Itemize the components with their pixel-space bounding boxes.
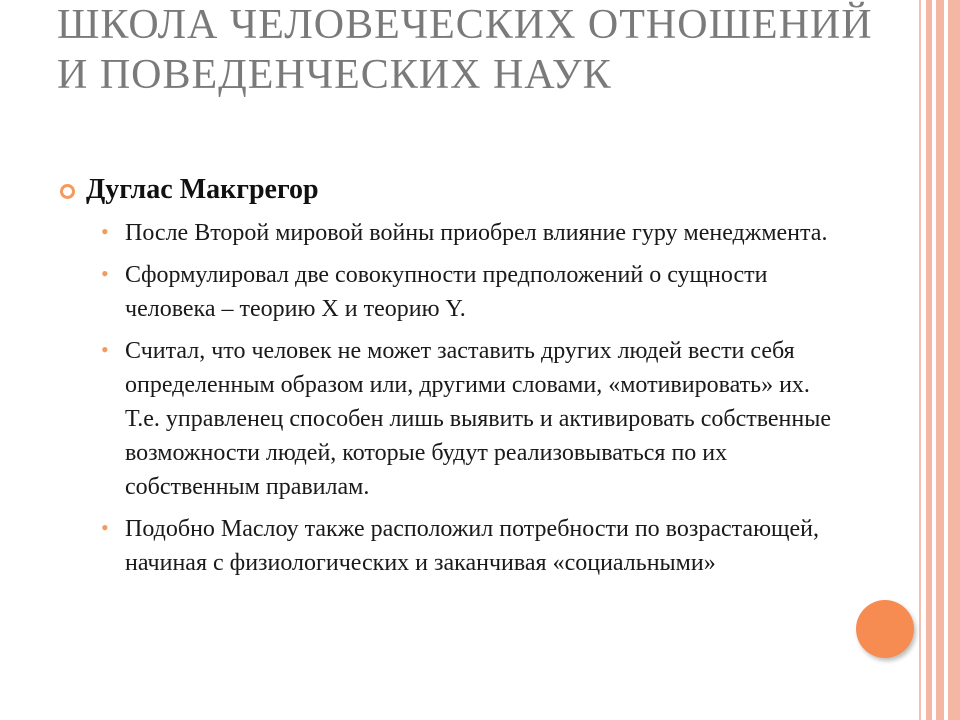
list-item-text: Сформулировал две совокупности предположений о сущности человека – теорию X и теорию Y. — [125, 262, 768, 322]
slide-title: ШКОЛА ЧЕЛОВЕЧЕСКИХ ОТНОШЕНИЙ И ПОВЕДЕНЧЕСКИХ НАУК — [57, 2, 873, 98]
decorative-stripe — [936, 0, 944, 720]
heading-text: Дуглас Макгрегор — [86, 174, 319, 205]
list-item — [60, 258, 850, 326]
heading-item — [60, 172, 850, 208]
list-item — [60, 512, 850, 580]
bullet-dot-icon: • — [101, 219, 109, 244]
decorative-stripe — [926, 0, 932, 720]
slide-content — [60, 172, 850, 588]
decorative-circle — [856, 600, 914, 658]
decorative-stripe — [948, 0, 960, 720]
list-item-text: Считал, что человек не может заставить других людей вести себя определенным образом или, другими словами, «мотивировать» их. Т.е. управленец способен лишь выявить и активировать собственные возможности людей, которые будут реализовываться по их собственным правилам. — [125, 338, 832, 500]
list-item — [60, 334, 850, 504]
bullet-dot-icon: • — [101, 337, 109, 362]
list-item — [60, 216, 850, 250]
bullet-list — [60, 216, 850, 580]
list-item-text: После Второй мировой войны приобрел влияние гуру менеджмента. — [125, 220, 828, 246]
bullet-dot-icon: • — [101, 515, 109, 540]
decorative-edge-line — [919, 0, 921, 720]
circle-bullet-icon — [60, 184, 75, 199]
bullet-dot-icon: • — [101, 261, 109, 286]
list-item-text: Подобно Маслоу также расположил потребности по возрастающей, начиная с физиологических и заканчивая «социальными» — [125, 516, 819, 576]
